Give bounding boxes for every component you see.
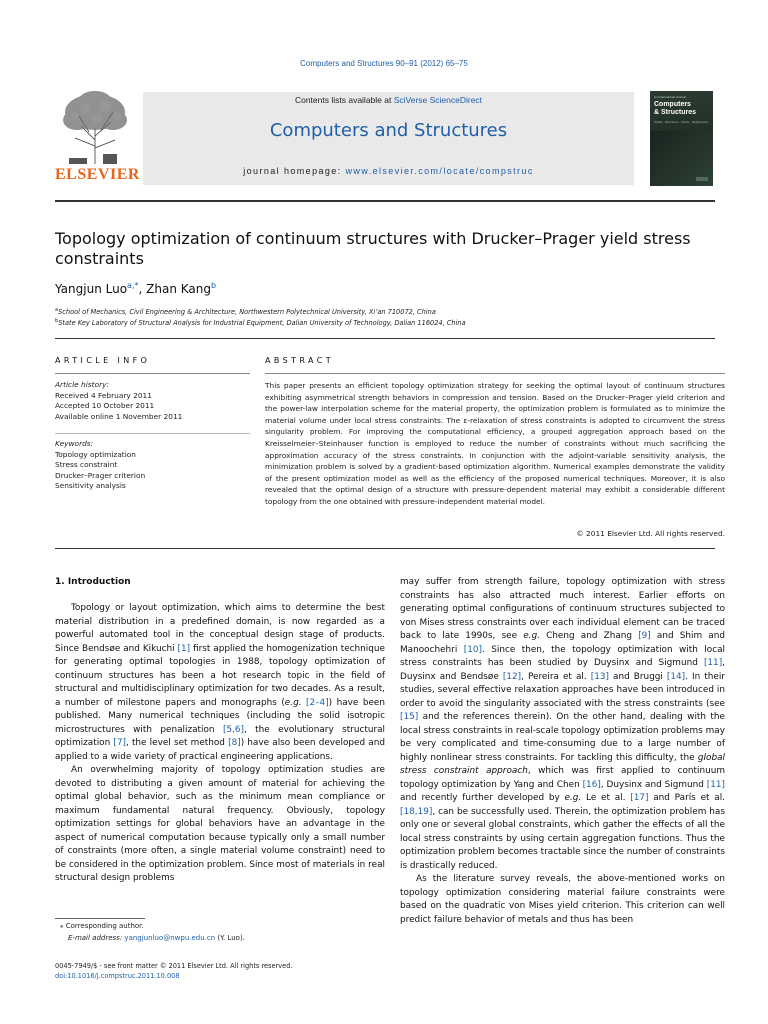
author-affil-sup[interactable]: a,* (127, 281, 139, 290)
paragraph: Topology or layout optimization, which aims to determine the best material distribution in a predefined domain, is now regarded as a powerful automated tool in the conceptual design stage of products. Since Bendsøe and Kikuchi [1] first applied the homogenization technique for generating optimal topologies in 1988, topology optimization of continuum structures has been a hot research topic in the field of structural and multidisciplinary optimization for two decades. As a result, a number of milestone papers and monographs (e.g. [2–4]) have been published. Many numerical techniques (including the solid isotropic microstructures with penalization [5,6], the evolutionary structural optimization [7], the level set method [8]) have also been developed and applied to a wide variety of practical engineering applications. (55, 603, 385, 762)
journal-citation[interactable]: Computers and Structures 90–91 (2012) 65–75 (300, 59, 468, 68)
abstract-copyright: © 2011 Elsevier Ltd. All rights reserved. (576, 529, 725, 538)
citation-link[interactable]: [13] (590, 671, 609, 682)
footnote-rule (55, 918, 145, 919)
author-name[interactable]: Zhan Kang (146, 282, 211, 296)
keyword: Sensitivity analysis (55, 481, 126, 491)
citation-link[interactable]: [2–4] (306, 697, 329, 708)
abstract-rule (265, 373, 725, 374)
left-column (55, 602, 385, 886)
cover-tagline: Solids · Structures · Fluids · Multiphysics (654, 120, 709, 124)
citation-link[interactable]: [12] (502, 671, 522, 682)
history-accepted: Accepted 10 October 2011 (55, 401, 155, 411)
citation-link[interactable]: [18,19] (400, 806, 433, 817)
article-history: Article history: Received 4 February 2011 Accepted 10 October 2011 Available online 1 November 2011 (55, 380, 250, 422)
abstract-bottom-rule (55, 548, 715, 549)
citation-link[interactable]: [9] (638, 631, 651, 641)
doi-link[interactable]: doi:10.1016/j.compstruc.2011.10.008 (55, 972, 180, 980)
issn-line: 0045-7949/$ - see front matter © 2011 Elsevier Ltd. All rights reserved. (55, 962, 293, 970)
citation-link[interactable]: [11] (706, 779, 725, 790)
citation-link[interactable]: [7] (113, 738, 126, 748)
paragraph: As the literature survey reveals, the above-mentioned works on topology optimization considering material failure constraints were based on the quadratic von Mises yield criterion. This criterion can well predict failure behavior of metals and thus has been (400, 874, 725, 925)
section-heading-introduction: 1. Introduction (55, 577, 131, 587)
author-name[interactable]: Yangjun Luo (55, 282, 128, 296)
citation-link[interactable]: [15] (400, 712, 419, 722)
citation-link[interactable]: [10] (463, 644, 482, 655)
keywords-block: Keywords: Topology optimization Stress constraint Drucker–Prager criterion Sensitivity analysis (55, 439, 250, 492)
journal-homepage-link[interactable]: www.elsevier.com/locate/compstruc (345, 166, 534, 176)
cover-subtitle: An International Journal (654, 95, 686, 99)
paragraph: may suffer from strength failure, topology optimization with stress constraints has also attracted much interest. Earlier efforts on generating optimal configurations of continuum structures subjected to von Mises stress constraints over each individual element can be traced back to late 1990s, see e.g. Cheng and Zhang [9] and Shim and Manoochehri [10]. Since then, the topology optimization with local stress constraints has been studied by Duysinx and Sigmund [11], Duysinx and Bendsøe [12], Pereira et al. [13] and Bruggi [14]. In their studies, several effective relaxation approaches have been introduced in order to avoid the singularity associated with the stress constraints (see [15] and the references therein). On the other hand, dealing with the local stress constraints in real-scale topology optimization problems may be very complicated and time-consuming due to a large number of highly nonlinear stress constraints. For tackling this difficulty, the global stress constraint approach, which was first applied to continuum topology optimization by Yang and Chen [16], Duysinx and Sigmund [11] and recently further developed by e.g. Le et al. [17] and París et al. [18,19], can be successfully used. Therein, the optimization problem has only one or several global constraints, which gather the effects of all the local stress constraints by using certain aggregation functions. Thus the optimization problem becomes tractable since the number of constraints is drastically reduced. (400, 577, 726, 871)
paragraph: An overwhelming majority of topology optimization studies are devoted to distributing a given amount of material for achieving the optimal global behavior, such as the minimum mean compliance or maximum fundamental natural frequency. Obviously, topology optimization settings for global behaviors have an advantage in the aspect of numerical computation because typically only a small number of constraints (more often, a single material volume constraint) need to be considered in the optimization problem. Since most of materials in real structural design problems (55, 765, 385, 883)
elsevier-logo-text: ELSEVIER (55, 166, 140, 183)
citation-link[interactable]: [8] (228, 738, 241, 748)
corresponding-author-note: ⁎ Corresponding author. (60, 922, 144, 930)
abstract-text: This paper presents an efficient topology optimization strategy for seeking the optimal layout of continuum structures exhibiting asymmetrical strength behaviors in compression and tension. Based on the Drucker–Prager yield criterion and the power-law interpolation scheme for the material property, the optimization problem is formulated as to minimize the material volume under local stress constraints. The ε-relaxation of stress constraints is adopted to circumvent the stress singularity problem. For improving the computational efficiency, a grouped aggregation approach based on the Kreisselmeier–Steinhauser function is employed to reduce the number of constraints without much sacrificing the approximation accuracy of the stress constraints. In conjunction with the adjoint-variable sensitivity analysis, the minimization problem is solved by a gradient-based optimization algorithm. Numerical examples demonstrate the validity of the present optimization model as well as the efficiency of the proposed numerical techniques. Moreover, it is also revealed that the optimal design of a structure with pressure-dependent material may exhibit a considerable different topology from the one obtained with pressure-independent material model. (265, 381, 725, 506)
citation-link[interactable]: [5,6] (222, 724, 244, 735)
journal-cover-image (650, 91, 713, 186)
keyword: Drucker–Prager criterion (55, 470, 146, 480)
keyword: Topology optimization (55, 449, 136, 459)
journal-homepage-line: journal homepage: www.elsevier.com/locate/compstruc (243, 166, 534, 176)
affiliation-rule (55, 338, 715, 339)
abstract-heading: ABSTRACT (265, 356, 335, 365)
article-info-heading: ARTICLE INFO (55, 356, 151, 365)
paper-title: Topology optimization of continuum structures with Drucker–Prager yield stress constraints (55, 229, 691, 268)
history-online: Available online 1 November 2011 (55, 411, 183, 421)
header-rule (55, 200, 715, 202)
history-received: Received 4 February 2011 (55, 390, 152, 400)
email-link[interactable]: yangjunluo@nwpu.edu.cn (124, 934, 216, 942)
history-rule (55, 433, 250, 434)
contents-available-line: Contents lists available at SciVerse ScienceDirect (294, 95, 483, 105)
author-list: Yangjun Luo$^{a,*}$, Zhan Kang$^b$ (55, 281, 217, 296)
right-column (400, 576, 725, 927)
citation-link[interactable]: [17] (630, 793, 649, 803)
author-affil-sup[interactable]: b (210, 281, 217, 290)
cover-title: Computers & Structures (654, 101, 697, 116)
email-note: E-mail address: yangjunluo@nwpu.edu.cn (Y. Luo). (68, 934, 245, 942)
citation-link[interactable]: [16] (582, 779, 601, 790)
citation-link[interactable]: [11] (703, 658, 723, 668)
affiliation-b: $^b$State Key Laboratory of Structural Analysis for Industrial Equipment, Dalian University of Technology, Dalian 116024, China (55, 318, 466, 328)
sciencedirect-link[interactable]: SciVerse ScienceDirect (393, 95, 483, 105)
citation-link[interactable]: [1] (177, 643, 191, 654)
journal-title: Computers and Structures (269, 120, 508, 141)
article-info-rule (55, 373, 250, 374)
citation-link[interactable]: [14] (666, 671, 686, 682)
keyword: Stress constraint (55, 460, 118, 470)
affiliation-a: $^a$School of Mechanics, Civil Engineering & Architecture, Northwestern Polytechnical University, Xi’an 710072, China (55, 307, 436, 317)
